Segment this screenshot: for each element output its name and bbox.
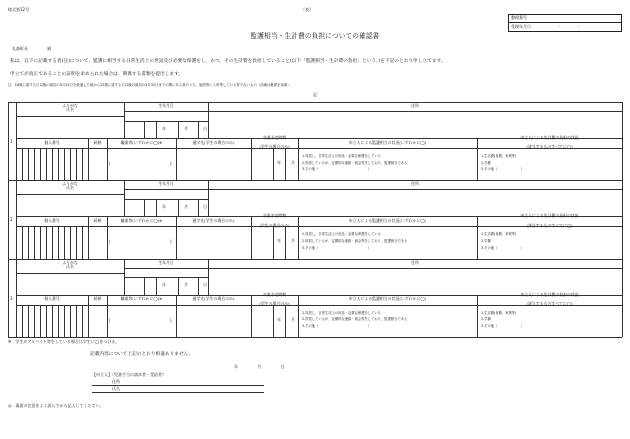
col-divider	[477, 216, 478, 258]
id-digit-divider	[58, 226, 59, 258]
school-label: 通学先(学生の場合のみ)	[192, 217, 235, 223]
cost-option: 1.生活費(食費、家賃等)	[481, 232, 517, 237]
birth-sub	[198, 277, 199, 295]
furigana-label: ふりがな	[62, 181, 78, 187]
birth-day: 日	[203, 125, 207, 131]
birth-month: 月	[184, 282, 188, 288]
row-index: 2	[10, 217, 13, 223]
applicant-table	[8, 102, 622, 337]
id-digit-divider	[22, 226, 23, 258]
asterisk-note: ※ 学生がアルバイト等をしている場合は学生に◯をつける。	[8, 339, 120, 344]
school-label: 通学先(学生の場合のみ)	[192, 296, 235, 302]
birth-year: 年	[162, 125, 166, 131]
col-divider	[298, 216, 299, 258]
filing-date-dots: ・ ・	[557, 23, 587, 29]
birth-sub-top	[124, 199, 208, 200]
id-digit-divider	[22, 305, 23, 337]
name-field[interactable]	[17, 117, 123, 137]
graduation-label-2: (学生の場合のみ)	[259, 222, 290, 228]
care-option: 3.その他（ ）	[302, 323, 372, 328]
id-digit-divider	[70, 226, 71, 258]
birthdate-label: 生年月日	[158, 259, 174, 265]
birth-day: 日	[203, 282, 207, 288]
address-label: 住所	[411, 103, 419, 109]
care-option: 1.同居し、日常生活上の世話・必要な保護をしている	[302, 154, 381, 158]
id-digit-divider	[34, 305, 35, 337]
occupation-label: 職業等(いずれかに◯)※	[120, 139, 163, 145]
cost-option: 2.学費	[481, 317, 491, 322]
birthdate-label: 生年月日	[158, 181, 174, 187]
cost-label-2: (該当するものすべてに◯)	[526, 144, 573, 150]
name-label: 氏名	[66, 263, 74, 269]
care-option: 1.同居し、日常生活上の世話・必要な保護をしている	[302, 310, 381, 315]
cost-label-1: 申立人による生計費の負担の状況	[520, 213, 579, 219]
id-digit-divider	[46, 226, 47, 258]
grad-sub	[285, 148, 286, 180]
cost-option: 3.その他（ ）	[481, 245, 524, 250]
instruction-note: ◎ 裏面の注意をよく読んでから記入してください。	[8, 403, 104, 408]
care-option: 1.同居し、日常生活上の世話・必要な保護をしている	[302, 232, 381, 237]
col-divider	[88, 138, 89, 180]
cost-label-1: 申立人による生計費の負担の状況	[520, 134, 579, 140]
col-divider	[107, 138, 108, 180]
grad-sub	[285, 305, 286, 337]
relationship-label: 続柄	[93, 139, 102, 145]
cost-status-label	[477, 134, 622, 150]
id-digit-divider	[34, 226, 35, 258]
cost-option: 2.学費	[481, 238, 491, 243]
col-divider	[88, 295, 89, 337]
id-digit-divider	[76, 226, 77, 258]
grad-month: 月	[291, 316, 295, 322]
id-digit-divider	[76, 305, 77, 337]
id-digit-divider	[64, 305, 65, 337]
col-divider	[251, 216, 252, 258]
page-title: 監護相当・生計費の負担についての確認書	[250, 32, 380, 40]
col-divider	[477, 138, 478, 180]
birth-day: 日	[203, 203, 207, 209]
cost-label-2: (該当するものすべてに◯)	[526, 300, 573, 306]
cost-option: 3.その他（ ）	[481, 323, 524, 328]
id-digit-divider	[28, 305, 29, 337]
date-day: 日	[280, 364, 285, 369]
address-label: 住所	[411, 181, 419, 187]
id-digit-divider	[22, 148, 23, 180]
id-digit-divider	[82, 148, 83, 180]
birth-sub	[178, 121, 179, 139]
birth-sub	[144, 121, 145, 139]
intro-paragraph-1: 私は、以下に記載する者(注)について、監護に相当する日常生活上の世話及び必要な保護をし、かつ、その生計費を負担していること(以下「監護相当・生計費の負担」という。)を下記のとおり申し立てます。	[10, 59, 446, 64]
table-left-border	[8, 102, 9, 337]
care-status-label: 申立人による監護相当の状況(いずれかに◯)	[348, 139, 427, 145]
filing-row-number	[509, 15, 621, 23]
id-digit-divider	[52, 226, 53, 258]
id-digit-divider	[64, 226, 65, 258]
submission-date	[234, 365, 285, 370]
birth-month: 月	[184, 203, 188, 209]
occupation-label: 職業等(いずれかに◯)※	[120, 217, 163, 223]
furigana-label: ふりがな	[62, 259, 78, 265]
graduation-label-1: 卒業予定時期	[262, 291, 287, 297]
row-index: 3	[10, 295, 13, 301]
grad-sub	[273, 148, 274, 180]
cost-status-label	[477, 213, 622, 228]
birth-sub	[156, 199, 157, 217]
id-digit-divider	[40, 148, 41, 180]
col-divider	[477, 295, 478, 337]
graduation-label-2: (学生の場合のみ)	[259, 144, 290, 150]
ki-label: 記	[313, 92, 317, 97]
individual-number-label: 個人番号	[44, 139, 60, 145]
furigana-label: ふりがな	[62, 103, 78, 109]
birth-sub	[144, 277, 145, 295]
care-option: 2.別居しているが、定期的な連絡・面会等をしており、監護相当である	[302, 238, 408, 243]
cost-label-1: 申立人による生計費の負担の状況	[520, 291, 579, 297]
id-digit-divider	[70, 305, 71, 337]
birth-year: 年	[162, 282, 166, 288]
id-digit-divider	[46, 305, 47, 337]
address-field[interactable]	[209, 190, 621, 215]
care-status-label: 申立人による監護相当の状況(いずれかに◯)	[348, 217, 427, 223]
grad-year: 年	[277, 316, 281, 322]
date-year: 年	[234, 364, 238, 369]
id-digit-divider	[52, 305, 53, 337]
id-digit-divider	[58, 148, 59, 180]
address-field[interactable]	[209, 269, 621, 294]
id-digit-divider	[46, 148, 47, 180]
col-divider	[88, 216, 89, 258]
addressee-name: 丸森町長	[12, 46, 28, 51]
occupation-paren-close: )	[170, 239, 172, 245]
grad-year: 年	[277, 160, 281, 165]
row-bottom-border	[8, 337, 622, 338]
cost-option: 3.その他（ ）	[481, 167, 524, 172]
id-digit-divider	[28, 226, 29, 258]
occupation-label: 職業等(いずれかに◯)※	[120, 296, 163, 302]
birth-sub	[178, 277, 179, 295]
care-option: 2.別居しているが、定期的な連絡・面会等をしており、監護相当である	[302, 160, 408, 165]
graduation-label	[251, 134, 298, 150]
birth-sub	[198, 199, 199, 217]
care-option: 3.その他（ ）	[302, 167, 372, 172]
addressee-honorific: 殿	[47, 46, 52, 51]
col-divider	[176, 216, 177, 258]
form-number: 様式第12号	[8, 7, 30, 12]
col-divider	[176, 138, 177, 180]
applicant-name-line[interactable]	[92, 392, 264, 393]
birth-month: 月	[184, 125, 188, 131]
id-digit-divider	[40, 226, 41, 258]
name-field[interactable]	[17, 274, 123, 294]
name-field[interactable]	[17, 195, 123, 215]
grad-sub	[273, 305, 274, 337]
individual-number-label: 個人番号	[44, 296, 60, 302]
relationship-label: 続柄	[93, 296, 102, 302]
birth-sub	[198, 121, 199, 139]
id-digit-divider	[82, 305, 83, 337]
birth-year: 年	[162, 203, 166, 209]
table-right-border	[622, 102, 623, 337]
grad-month: 月	[291, 160, 295, 165]
relationship-label: 続柄	[93, 217, 102, 223]
graduation-label	[251, 213, 298, 228]
care-status-label: 申立人による監護相当の状況(いずれかに◯)	[348, 296, 427, 302]
birth-sub	[178, 199, 179, 217]
graduation-label-2: (学生の場合のみ)	[259, 300, 290, 306]
id-digit-divider	[28, 148, 29, 180]
care-option: 3.その他（ ）	[302, 245, 372, 250]
birth-sub	[156, 277, 157, 295]
birth-sub-top	[124, 277, 208, 278]
intro-note: 注 18歳に達する日以後の最初の3月31日を経過した後から22歳に達する日以後の最初の3月31日までの間にある者のうち、施設等に入所等している者でないもの（詳細は裏面を参照）	[8, 83, 291, 87]
id-digit-divider	[52, 148, 53, 180]
id-digit-divider	[82, 226, 83, 258]
filing-label-number: 整理番号	[511, 15, 527, 21]
intro-paragraph-2: 申立てが真正であることの証明を求められた場合は、関係する書類を提出します。	[10, 72, 184, 77]
cost-label-2: (該当するものすべてに◯)	[526, 222, 573, 228]
graduation-label-1: 卒業予定時期	[262, 134, 287, 140]
col-divider	[107, 295, 108, 337]
occupation-paren-open: (	[109, 161, 111, 166]
birth-sub	[144, 199, 145, 217]
filing-row-date	[509, 23, 621, 31]
filing-box	[508, 14, 622, 32]
birth-sub-top	[124, 121, 208, 122]
applicant-address-label: 住所	[112, 379, 120, 384]
cost-option: 1.生活費(食費、家賃等)	[481, 154, 517, 158]
grad-year: 年	[277, 238, 281, 244]
col-divider	[251, 138, 252, 180]
grad-month: 月	[291, 238, 295, 244]
id-digit-divider	[34, 148, 35, 180]
birthdate-label: 生年月日	[158, 103, 174, 109]
occupation-paren-open: (	[109, 317, 111, 323]
cost-option: 1.生活費(食費、家賃等)	[481, 310, 517, 315]
occupation-paren-open: (	[109, 239, 111, 245]
row-index: 1	[10, 139, 13, 144]
confirm-statement: 記載内容について上記のとおり相違ありません。	[90, 352, 194, 357]
col-divider	[298, 295, 299, 337]
col-divider	[176, 295, 177, 337]
col-divider	[251, 295, 252, 337]
individual-number-label: 個人番号	[44, 217, 60, 223]
occupation-paren-close: )	[170, 317, 172, 323]
applicant-name-label: 氏名	[112, 386, 120, 391]
id-digit-divider	[76, 148, 77, 180]
grad-sub	[273, 226, 274, 258]
address-field[interactable]	[209, 112, 621, 137]
date-month: 月	[257, 364, 262, 369]
id-digit-divider	[58, 305, 59, 337]
name-label: 氏名	[66, 107, 74, 113]
name-label: 氏名	[66, 185, 74, 191]
applicant-label: 【申立人】（児童手当の請求者・受給者）	[92, 372, 166, 377]
id-digit-divider	[40, 305, 41, 337]
care-option: 2.別居しているが、定期的な連絡・面会等をしており、監護相当である	[302, 317, 408, 322]
col-divider	[298, 138, 299, 180]
graduation-label	[251, 291, 298, 306]
id-digit-divider	[70, 148, 71, 180]
addressee	[12, 47, 51, 52]
birth-sub	[156, 121, 157, 139]
id-digit-divider	[64, 148, 65, 180]
address-label: 住所	[411, 259, 419, 265]
col-divider	[107, 216, 108, 258]
cost-option: 2.学費	[481, 160, 491, 165]
school-label: 通学先(学生の場合のみ)	[192, 139, 235, 145]
filing-label-date: 受理年月日	[511, 23, 531, 29]
graduation-label-1: 卒業予定時期	[262, 213, 287, 219]
occupation-paren-close: )	[170, 161, 172, 166]
grad-sub	[285, 226, 286, 258]
cost-status-label	[477, 291, 622, 306]
side-label: （表）	[301, 7, 313, 12]
